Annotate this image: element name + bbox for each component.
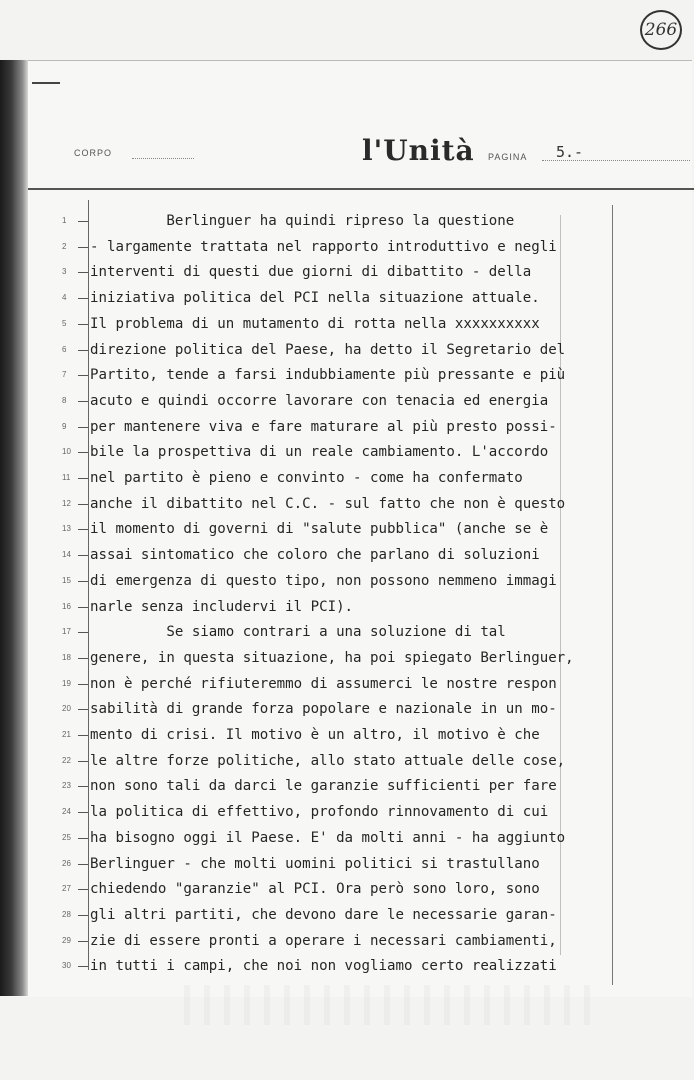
line-number: 7: [62, 370, 67, 380]
header-rule: [28, 188, 694, 190]
corpo-dotted-field: [132, 158, 194, 159]
right-margin-rule: [612, 205, 613, 985]
line-tick: [78, 966, 88, 967]
line-tick: [78, 915, 88, 916]
line-number: 15: [62, 575, 71, 585]
typed-line: acuto e quindi occorre lavorare con tenacia ed energia: [90, 392, 549, 409]
typed-line: - largamente trattata nel rapporto introduttivo e negli: [90, 238, 557, 255]
line-tick: [78, 735, 88, 736]
typed-line: le altre forze politiche, allo stato attuale delle cose,: [90, 752, 566, 769]
line-tick: [78, 812, 88, 813]
line-number: 18: [62, 652, 71, 662]
line-number: 19: [62, 678, 71, 688]
line-tick: [78, 324, 88, 325]
line-number: 11: [62, 473, 71, 482]
line-number: 24: [62, 807, 71, 817]
line-tick: [78, 684, 88, 685]
line-tick: [78, 247, 88, 248]
typed-line: iniziativa politica del PCI nella situazione attuale.: [90, 290, 540, 307]
line-tick: [78, 427, 88, 428]
typed-line: il momento di governi di "salute pubblica" (anche se è: [90, 521, 549, 538]
typed-line: ha bisogno oggi il Paese. E' da molti anni - ha aggiunto: [90, 829, 566, 846]
line-number: 10: [62, 447, 71, 457]
line-tick: [78, 350, 88, 351]
typed-line: Il problema di un mutamento di rotta nella xxxxxxxxxx: [90, 315, 540, 332]
line-number: 29: [62, 935, 71, 945]
line-tick: [78, 786, 88, 787]
typed-line: chiedendo "garanzie" al PCI. Ora però sono loro, sono: [90, 881, 540, 898]
line-number: 28: [62, 909, 71, 919]
line-tick: [78, 864, 88, 865]
line-tick: [78, 221, 88, 222]
line-tick: [78, 298, 88, 299]
typed-line: Berlinguer - che molti uomini politici si trastullano: [90, 855, 540, 872]
typed-line: in tutti i campi, che noi non vogliamo certo realizzati: [90, 958, 557, 975]
line-number: 3: [62, 267, 67, 277]
line-tick: [78, 504, 88, 505]
line-number: 6: [62, 344, 67, 354]
line-number: 26: [62, 858, 71, 868]
line-number: 16: [62, 601, 71, 611]
line-number: 14: [62, 550, 71, 560]
line-number: 5: [62, 318, 67, 328]
line-number: 27: [62, 884, 71, 894]
line-number: 22: [62, 755, 71, 765]
typed-line: la politica di effettivo, profondo rinnovamento di cui: [90, 804, 549, 821]
line-number: 4: [62, 293, 67, 303]
line-number: 17: [62, 627, 71, 637]
line-number: 8: [62, 395, 67, 405]
line-tick: [78, 375, 88, 376]
line-number: 30: [62, 961, 71, 971]
line-tick: [78, 478, 88, 479]
newspaper-masthead: l'Unità: [362, 134, 475, 167]
corpo-label: CORPO: [74, 148, 113, 158]
line-number: 20: [62, 704, 71, 714]
line-tick: [78, 941, 88, 942]
typed-line: di emergenza di questo tipo, non possono nemmeno immagi: [90, 572, 557, 589]
line-number: 25: [62, 832, 71, 842]
line-tick: [78, 889, 88, 890]
typed-line: assai sintomatico che coloro che parlano di soluzioni: [90, 547, 540, 564]
line-tick: [78, 607, 88, 608]
typed-line: Partito, tende a farsi indubbiamente più pressante e più: [90, 367, 566, 384]
line-tick: [78, 658, 88, 659]
typed-line: interventi di questi due giorni di dibattito - della: [90, 264, 532, 281]
typed-line: per mantenere viva e fare maturare al più presto possi-: [90, 418, 557, 435]
typed-line: bile la prospettiva di un reale cambiamento. L'accordo: [90, 444, 549, 461]
typed-line: non è perché rifiuteremmo di assumerci le nostre respon: [90, 675, 557, 692]
top-left-dash: [32, 82, 60, 84]
line-tick: [78, 452, 88, 453]
binding-edge-shadow: [0, 60, 28, 996]
line-number: 9: [62, 421, 67, 431]
line-tick: [78, 529, 88, 530]
typed-line: nel partito è pieno e convinto - come ha confermato: [90, 470, 523, 486]
line-tick: [78, 761, 88, 762]
typed-line: sabilità di grande forza popolare e nazionale in un mo-: [90, 701, 557, 718]
line-tick: [78, 709, 88, 710]
bleed-through-marks: [170, 985, 590, 1025]
line-tick: [78, 581, 88, 582]
page-number: 5.-: [556, 143, 584, 161]
line-tick: [78, 401, 88, 402]
typed-line: gli altri partiti, che devono dare le necessarie garan-: [90, 906, 557, 923]
left-margin-rule: [88, 200, 89, 970]
pagina-label: PAGINA: [488, 152, 528, 162]
typed-line: Berlinguer ha quindi ripreso la questione: [90, 213, 515, 229]
typed-line: direzione politica del Paese, ha detto il Segretario del: [90, 341, 566, 358]
typed-line: Se siamo contrari a una soluzione di tal: [90, 624, 506, 641]
typed-line: zie di essere pronti a operare i necessari cambiamenti,: [90, 932, 557, 949]
line-tick: [78, 272, 88, 273]
line-number: 21: [62, 730, 71, 739]
line-tick: [78, 555, 88, 556]
line-number: 1: [62, 216, 67, 225]
line-tick: [78, 838, 88, 839]
handwritten-folio-number: 266: [640, 10, 682, 50]
line-number: 13: [62, 524, 71, 534]
line-number: 12: [62, 498, 71, 508]
line-number: 2: [62, 241, 67, 251]
typed-line: genere, in questa situazione, ha poi spiegato Berlinguer,: [90, 649, 574, 666]
typed-line: anche il dibattito nel C.C. - sul fatto che non è questo: [90, 495, 566, 512]
line-number: 23: [62, 781, 71, 791]
line-tick: [78, 632, 88, 633]
typed-line: non sono tali da darci le garanzie sufficienti per fare: [90, 778, 557, 795]
typed-line: narle senza includervi il PCI).: [90, 598, 354, 615]
typed-line: mento di crisi. Il motivo è un altro, il motivo è che: [90, 727, 540, 743]
